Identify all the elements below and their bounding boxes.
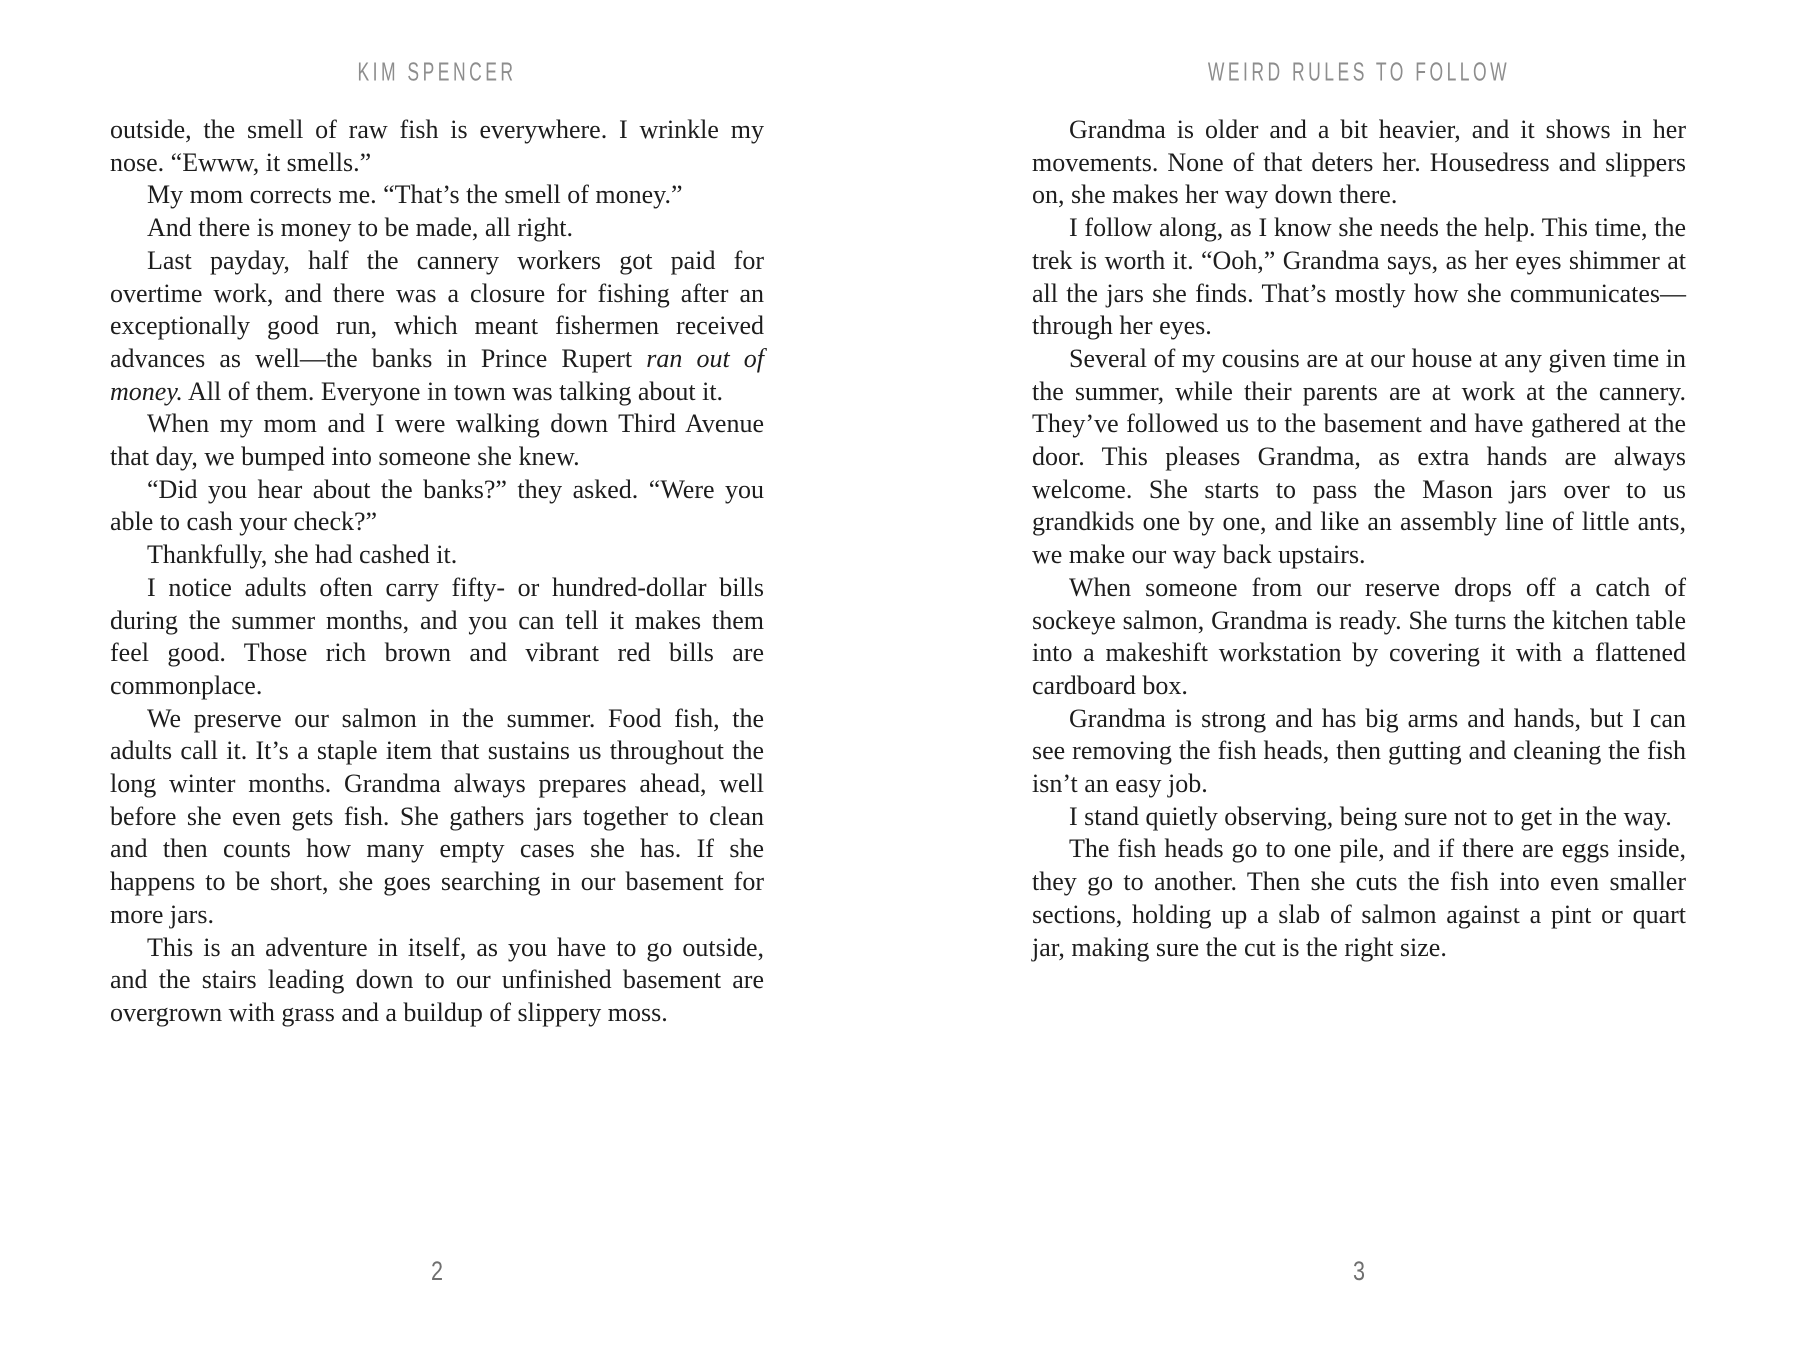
paragraph [110, 408, 764, 473]
page-left [110, 0, 764, 1350]
paragraph [1032, 114, 1686, 212]
paragraph [110, 703, 764, 932]
paragraph [110, 932, 764, 1030]
page-number-left: 2 [430, 1256, 444, 1286]
paragraph [1032, 343, 1686, 572]
text-segment: We preserve our salmon in the summer. Food fish, the adults call it. It’s a staple item that sustains us throughout the long winter months. Grandma always prepares ahead, well before she even gets fish. She gathers jars together to clean and then counts how many empty cases she has. If she happens to be short, she goes searching in our basement for more jars. [110, 703, 764, 929]
page-body-left [110, 114, 764, 1030]
text-segment: Last payday, half the cannery workers got paid for overtime work, and there was a closure for fishing after an exceptionally good run, which meant fishermen received advances as well—the banks in Prince Rupert [110, 245, 764, 373]
paragraph [1032, 572, 1686, 703]
text-segment: All of them. Everyone in town was talking about it. [182, 376, 724, 406]
text-segment: And there is money to be made, all right. [147, 213, 574, 243]
paragraph [1032, 703, 1686, 801]
page-number-right: 3 [1352, 1256, 1366, 1286]
paragraph [110, 245, 764, 409]
text-segment: outside, the smell of raw fish is everywhere. I wrinkle my nose. “Ewww, it smells.” [110, 115, 764, 177]
page-right [1032, 0, 1686, 1350]
paragraph [110, 474, 764, 539]
text-segment: This is an adventure in itself, as you have to go outside, and the stairs leading down to our unfinished basement are overgrown with grass and a buildup of slippery moss. [110, 932, 764, 1027]
text-segment: I stand quietly observing, being sure not to get in the way. [1069, 801, 1672, 831]
paragraph [1032, 801, 1686, 834]
paragraph [1032, 833, 1686, 964]
text-segment: Grandma is strong and has big arms and hands, but I can see removing the fish heads, then gutting and cleaning the fish isn’t an easy job. [1032, 703, 1686, 799]
running-head-author: KIM SPENCER [357, 57, 517, 87]
text-segment: The fish heads go to one pile, and if there are eggs inside, they go to another. Then she cuts the fish into even smaller sections, holding up a slab of salmon against a pint or quart jar, making sure the cut is the right size. [1032, 834, 1686, 962]
text-segment: “Did you hear about the banks?” they asked. “Were you able to cash your check?” [110, 474, 764, 537]
paragraph [110, 179, 764, 212]
text-segment: Thankfully, she had cashed it. [147, 540, 458, 570]
paragraph [110, 539, 764, 572]
paragraph [110, 114, 764, 179]
text-segment: When someone from our reserve drops off a catch of sockeye salmon, Grandma is ready. She turns the kitchen table into a makeshift workstation by covering it with a flattened cardboard box. [1032, 572, 1686, 700]
paragraph [110, 212, 764, 245]
text-segment: When my mom and I were walking down Third Avenue that day, we bumped into someone she knew. [110, 409, 764, 472]
text-segment: Grandma is older and a bit heavier, and it shows in her movements. None of that deters her. Housedress and slippers on, she makes her way down there. [1032, 115, 1686, 210]
text-segment: Several of my cousins are at our house at any given time in the summer, while their parents are at work at the cannery. They’ve followed us to the basement and have gathered at the door. This pleases Grandma, as extra hands are always welcome. She starts to pass the Mason jars over to us grandkids one by one, and like an assembly line of little ants, we make our way back upstairs. [1032, 343, 1686, 570]
text-segment: My mom corrects me. “That’s the smell of money.” [147, 180, 683, 210]
paragraph [1032, 212, 1686, 343]
text-segment: I follow along, as I know she needs the help. This time, the trek is worth it. “Ooh,” Grandma says, as her eyes shimmer at all the jars she finds. That’s mostly how she communicates—through her eyes. [1032, 213, 1686, 341]
paragraph [110, 572, 764, 703]
italic-text-segment: ran out of money. [110, 343, 764, 406]
page-body-right [1032, 114, 1686, 964]
running-head-book-title: WEIRD RULES TO FOLLOW [1207, 57, 1511, 87]
text-segment: I notice adults often carry fifty- or hundred-dollar bills during the summer months, and you can tell it makes them feel good. Those rich brown and vibrant red bills are commonplace. [110, 572, 764, 700]
